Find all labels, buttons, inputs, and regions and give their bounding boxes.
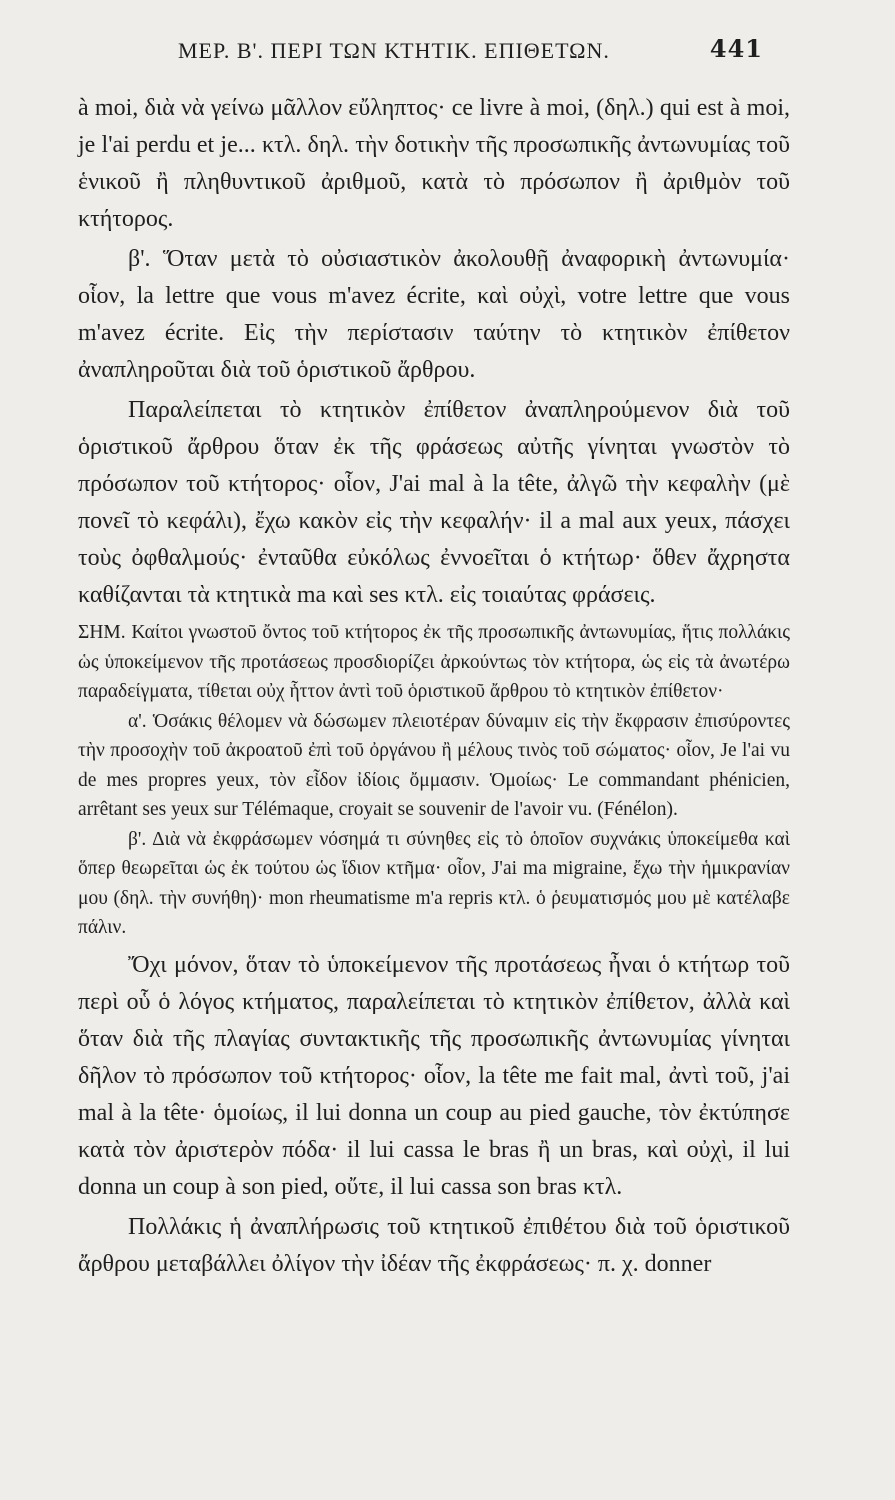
- note-paragraph: α'. Ὁσάκις θέλομεν νὰ δώσωμεν πλειοτέραν δύναμιν εἰς τὴν ἔκφρασιν ἐπισύροντες τὴν προσοχὴν τοῦ ἀκροατοῦ ἐπὶ τοῦ ὀργάνου ἢ μέλους τινὸς τοῦ σώματος· οἷον, Je l'ai vu de mes propres yeux, τὸν εἶδον ἰδίοις ὄμμασιν. Ὁμοίως· Le commandant phénicien, arrêtant ses yeux sur Télémaque, croyait se souvenir de l'avoir vu. (Fénélon).: [78, 710, 790, 820]
- paragraph: Ὄχι μόνον, ὅταν τὸ ὑποκείμενον τῆς προτάσεως ἦναι ὁ κτήτωρ τοῦ περὶ οὗ ὁ λόγος κτήματος, παραλείπεται τὸ κτητικὸν ἐπίθετον, ἀλλὰ καὶ ὅταν διὰ τῆς πλαγίας συντακτικῆς τῆς προσωπικῆς ἀντωνυμίας γίνηται δῆλον τὸ πρόσωπον τοῦ κτήτορος· οἷον, la tête me fait mal, ἀντὶ τοῦ, j'ai mal à la tête· ὁμοίως, il lui donna un coup au pied gauche, τὸν ἐκτύπησε κατὰ τὸν ἀριστερὸν πόδα· il lui cassa le bras ἢ un bras, καὶ οὐχὶ, il lui donna un coup à son pied, οὔτε, il lui cassa son bras κτλ.: [78, 951, 790, 1200]
- note-paragraph: ΣΗΜ. Καίτοι γνωστοῦ ὄντος τοῦ κτήτορος ἐκ τῆς προσωπικῆς ἀντωνυμίας, ἥτις πολλάκις ὡς ὑποκείμενον τῆς προτάσεως προσδιορίζει ἀρκούντως τὸν κτήτορα, ὡς εἰς τὰ ἀνωτέρω παραδείγματα, τίθεται οὐχ ἧττον ἀντὶ τοῦ ὁριστικοῦ ἄρθρου τὸ κτητικὸν ἐπίθετον·: [78, 622, 790, 702]
- page-header: [178, 34, 763, 64]
- page-number: 441: [709, 34, 763, 63]
- note-paragraph: β'. Διὰ νὰ ἐκφράσωμεν νόσημά τι σύνηθες εἰς τὸ ὁποῖον συχνάκις ὑποκείμεθα καὶ ὅπερ θεωρεῖται ὡς ἐκ τούτου ὡς ἴδιον κτῆμα· οἷον, J'ai ma migraine, ἔχω τὴν ἡμικρανίαν μου (δηλ. τὴν συνήθη)· mon rheumatisme m'a repris κτλ. ὁ ῥευματισμός μου μὲ κατέλαβε πάλιν.: [78, 828, 790, 938]
- body-text: [78, 90, 790, 1283]
- paragraph: Παραλείπεται τὸ κτητικὸν ἐπίθετον ἀναπληρούμενον διὰ τοῦ ὁριστικοῦ ἄρθρου ὅταν ἐκ τῆς φράσεως αὐτῆς γίνηται γνωστὸν τὸ πρόσωπον τοῦ κτήτορος· οἷον, J'ai mal à la tête, ἀλγῶ τὴν κεφαλὴν (μὲ πονεῖ τὸ κεφάλι), ἔχω κακὸν εἰς τὴν κεφαλήν· il a mal aux yeux, πάσχει τοὺς ὀφθαλμούς· ἐνταῦθα εὐκόλως ἐννοεῖται ὁ κτήτωρ· ὅθεν ἄχρηστα καθίζανται τὰ κτητικὰ ma καὶ ses κτλ. εἰς τοιαύτας φράσεις.: [78, 397, 790, 608]
- paragraph: β'. Ὅταν μετὰ τὸ οὐσιαστικὸν ἀκολουθῇ ἀναφορικὴ ἀντωνυμία· οἷον, la lettre que vous m'avez écrite, καὶ οὐχὶ, votre lettre que vous m'avez écrite. Εἰς τὴν περίστασιν ταύτην τὸ κτητικὸν ἐπίθετον ἀναπληροῦται διὰ τοῦ ὁριστικοῦ ἄρθρου.: [78, 246, 790, 383]
- running-title: ΜΕΡ. Β'. ΠΕΡΙ ΤΩΝ ΚΤΗΤΙΚ. ΕΠΙΘΕΤΩΝ.: [178, 38, 610, 63]
- paragraph: Πολλάκις ἡ ἀναπλήρωσις τοῦ κτητικοῦ ἐπιθέτου διὰ τοῦ ὁριστικοῦ ἄρθρου μεταβάλλει ὀλίγον τὴν ἰδέαν τῆς ἐκφράσεως· π. χ. donner: [78, 1213, 790, 1277]
- paragraph: à moi, διὰ νὰ γείνω μᾶλλον εὔληπτος· ce livre à moi, (δηλ.) qui est à moi, je l'ai perdu et je... κτλ. δηλ. τὴν δοτικὴν τῆς προσωπικῆς ἀντωνυμίας τοῦ ἑνικοῦ ἢ πληθυντικοῦ ἀριθμοῦ, κατὰ τὸ πρόσωπον ἢ ἀριθμὸν τοῦ κτήτορος.: [78, 95, 790, 232]
